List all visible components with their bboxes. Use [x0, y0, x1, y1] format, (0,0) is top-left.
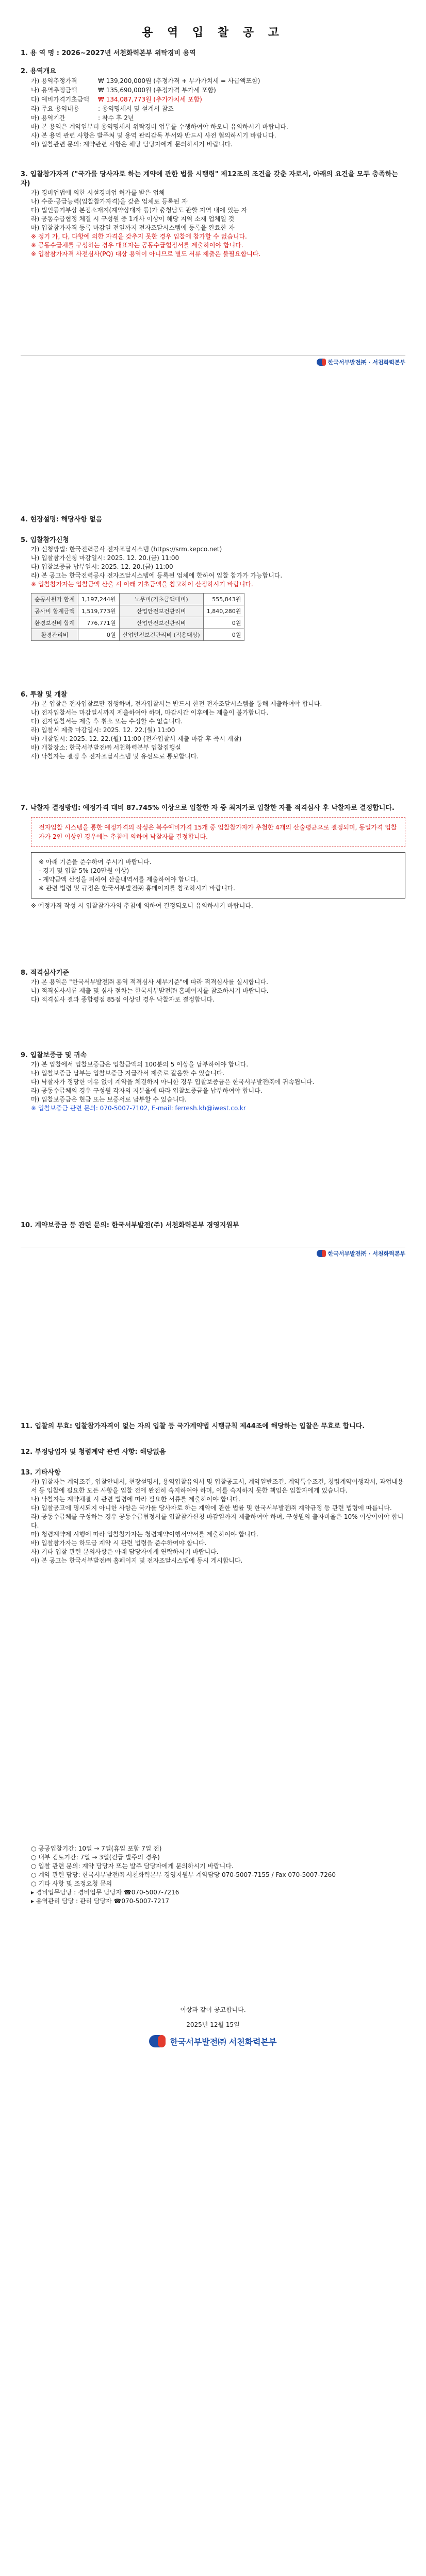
- table-cell: 환경관리비: [31, 629, 78, 641]
- section-5: [21, 536, 405, 641]
- s7-box-line: - 경기 및 입찰 5% (20만원 이상): [39, 867, 129, 874]
- footer-logo: [317, 358, 405, 366]
- s11-heading: 11. 입찰의 무효: 입찰참가자격이 없는 자의 입찰 등 국가계약법 시행규칙 제44조에 해당하는 입찰은 무효로 합니다.: [21, 1422, 365, 1430]
- cost-table: [31, 593, 244, 641]
- footer-logo-text: 한국서부발전㈜ · 서천화력본부: [327, 1250, 405, 1257]
- s8-items: [21, 978, 405, 1004]
- closing-line: ○ 계약 관련 담당: 한국서부발전㈜ 서천화력본부 경영지원부 계약담당 070-5007-7155 / Fax 070-5007-7260: [31, 1871, 336, 1878]
- table-cell: 공사비 합계금액: [31, 605, 78, 617]
- s3-red-note: ※ 입찰참가자격 사전심사(PQ) 대상 용역이 아니므로 별도 서류 제출은 불필요합니다.: [31, 250, 261, 258]
- s13-heading: 13. 기타사항: [21, 1469, 61, 1477]
- s2-note: 바) 본 용역은 계약일부터 용역명세서 위탁경비 업무를 수행하여야 하오니 유의하시기 바랍니다.: [31, 123, 288, 130]
- s6-heading: 6. 투찰 및 개찰: [21, 691, 68, 699]
- signature-date: 2025년 12월 15일: [186, 2021, 240, 2028]
- s3-red-notes: [21, 232, 405, 259]
- s9-item: 가) 본 입찰에서 입찰보증금은 입찰금액의 100분의 5 이상을 납부하여야 합니다.: [31, 1061, 249, 1068]
- s2-row: [31, 95, 405, 104]
- s2-row-value: ₩ 139,200,000원 (추정가격 + 부가가치세 = 사급액포함): [98, 77, 260, 84]
- s3-items: [21, 189, 405, 232]
- section-9: [21, 1051, 405, 1113]
- page-footer: [21, 355, 405, 368]
- s2-row-key: 나) 용역추정금액: [31, 87, 77, 94]
- s2-row-key: 가) 용역추정가격: [31, 77, 77, 84]
- closing-line: ○ 공공입찰기간: 10일 → 7일(휴일 포함 7일 전): [31, 1845, 162, 1852]
- s7-box-line: ※ 관련 법령 및 규정은 한국서부발전㈜ 홈페이지를 참조하시기 바랍니다.: [39, 885, 235, 892]
- table-cell: 776,771원: [78, 617, 119, 629]
- section-3: [21, 170, 405, 259]
- s2-row-value: ₩ 134,087,773원 (추가가치세 포함): [98, 96, 202, 103]
- s3-item: 라) 공동수급협정 체결 시 구성원 중 1개사 이상이 해당 지역 소재 업체일 것: [31, 215, 235, 223]
- s2-notes: [21, 123, 405, 149]
- table-cell: 환경보전비 합계: [31, 617, 78, 629]
- kwp-logo-icon: [149, 2035, 166, 2047]
- s8-item: 나) 적격심사서류 제출 및 심사 절차는 한국서부발전㈜ 홈페이지를 참조하시기 바랍니다.: [31, 987, 269, 994]
- s1-heading: 1. 용 역 명 : 2026~2027년 서천화력본부 위탁경비 용역: [21, 49, 196, 57]
- signature-line: 이상과 같이 공고합니다.: [180, 2006, 246, 2013]
- s6-item: 나) 전자입찰서는 마감일시까지 제출하여야 하며, 마감시간 이후에는 제출이 불가합니다.: [31, 709, 269, 716]
- s9-note: ※ 입찰보증금 관련 문의: 070-5007-7102, E-mail: ferresh.kh@iwest.co.kr: [31, 1105, 246, 1112]
- s2-row-value: : 착수 후 2년: [98, 114, 134, 122]
- s13-item: 마) 청렴계약제 시행에 따라 입찰참가자는 청렴계약이행서약서를 제출하여야 합니다.: [31, 1531, 258, 1538]
- s6-item: 사) 낙찰자는 결정 후 전자조달시스템 및 유선으로 통보합니다.: [31, 753, 199, 760]
- s2-row-key: 마) 용역기간: [31, 114, 65, 122]
- s3-item: 마) 입찰참가자격 등록 마감일 전일까지 전자조달시스템에 등록을 완료한 자: [31, 224, 235, 231]
- table-cell: 555,843원: [203, 594, 244, 605]
- s4-heading: 4. 현장설명: 해당사항 없음: [21, 516, 103, 523]
- table-row: [31, 594, 244, 605]
- s2-row: [31, 86, 405, 95]
- s6-item: 바) 개찰장소: 한국서부발전㈜ 서천화력본부 입찰집행실: [31, 744, 182, 751]
- s2-note: 사) 본 용역 관련 사항은 발주처 및 용역 관리감독 부서와 반드시 사전 협의하시기 바랍니다.: [31, 132, 276, 139]
- s3-item: 다) 법인등기부상 본점소재지(계약상대자 등)가 충청남도 관할 지역 내에 있는 자: [31, 207, 248, 214]
- footer-logo-2: [317, 1249, 405, 1258]
- s9-item: 마) 입찰보증금은 현금 또는 보증서로 납부할 수 있습니다.: [31, 1096, 187, 1103]
- closing-list: [21, 1844, 405, 1906]
- s13-item: 라) 공동수급체를 구성하는 경우 공동수급협정서를 입찰참가신청 마감일까지 제출하여야 하며, 구성원의 출자비율은 10% 이상이어야 합니다.: [31, 1513, 404, 1529]
- table-cell: 산업안전보건관리비 (적용대상): [119, 629, 203, 641]
- s13-item: 나) 낙찰자는 계약체결 시 관련 법령에 따라 필요한 서류를 제출하여야 합니다.: [31, 1496, 240, 1503]
- closing-line: ▸ 경비업무담당 : 경비업무 담당자 ☎070-5007-7216: [31, 1889, 179, 1896]
- closing-line: ▸ 용역관리 담당 : 관리 담당자 ☎070-5007-7217: [31, 1897, 170, 1905]
- page-title: 용 역 입 찰 공 고: [142, 26, 284, 39]
- signature-block: [21, 1999, 405, 2047]
- s9-heading: 9. 입찰보증금 및 귀속: [21, 1052, 87, 1059]
- s5-items: [21, 545, 405, 580]
- s9-item: 다) 낙찰자가 정당한 이유 없이 계약을 체결하지 아니한 경우 입찰보증금은 한국서부발전㈜에 귀속됩니다.: [31, 1078, 315, 1086]
- s13-item: 아) 본 공고는 한국서부발전㈜ 홈페이지 및 전자조달시스템에 동시 게시합니다.: [31, 1557, 243, 1564]
- closing-line: ○ 입찰 관련 문의: 계약 담당자 또는 발주 담당자에게 문의하시기 바랍니다.: [31, 1862, 234, 1870]
- section-12: [21, 1448, 405, 1457]
- s2-row-value: ₩ 135,690,000원 (추정가격 부가세 포함): [98, 87, 216, 94]
- section-6: [21, 690, 405, 761]
- s3-heading: 3. 입찰참가자격 ("국가를 당사자로 하는 계약에 관한 법률 시행령" 제12조의 조건을 갖춘 자로서, 아래의 요건을 모두 충족하는 자): [21, 171, 398, 188]
- table-cell: 0원: [203, 629, 244, 641]
- s13-item: 사) 기타 입찰 관련 문의사항은 아래 담당자에게 연락하시기 바랍니다.: [31, 1548, 219, 1555]
- s7-box-line: ※ 아래 기준을 준수하여 주시기 바랍니다.: [39, 858, 152, 866]
- section-4: [21, 515, 405, 524]
- kwp-logo-icon: [317, 359, 326, 366]
- s6-item: 마) 개찰일시: 2025. 12. 22.(월) 11:00 (전자입찰서 제출 마감 후 즉시 개찰): [31, 735, 242, 742]
- s3-item: 가) 경비업법에 의한 시설경비업 허가를 받은 업체: [31, 189, 165, 196]
- s5-heading: 5. 입찰참가신청: [21, 536, 69, 544]
- s13-item: 다) 입찰공고에 명시되지 아니한 사항은 국가를 당사자로 하는 계약에 관한 법률 및 한국서부발전㈜ 계약규정 등 관련 법령에 따릅니다.: [31, 1504, 392, 1512]
- s6-item: 가) 본 입찰은 전자입찰로만 집행하며, 전자입찰서는 반드시 한전 전자조달시스템을 통해 제출하여야 합니다.: [31, 700, 322, 707]
- closing-line: ○ 기타 사항 및 조정요청 문의: [31, 1880, 112, 1887]
- s7-red-box: 전자입찰 시스템을 통한 예정가격의 작성은 복수예비가격 15개 중 입찰참가자가 추첨한 4개의 산술평균으로 결정되며, 동일가격 입찰자가 2인 이상인 경우에는 추첨에 의하여 낙찰자를 결정합니다.: [31, 817, 405, 847]
- s9-item: 나) 입찰보증금 납부는 입찰보증금 지급각서 제출로 갈음할 수 있습니다.: [31, 1070, 225, 1077]
- s10-heading: 10. 계약보증금 등 관련 문의: 한국서부발전(주) 서천화력본부 경영지원부: [21, 1222, 239, 1229]
- s6-item: 라) 입찰서 제출 마감일시: 2025. 12. 22.(월) 11:00: [31, 726, 175, 734]
- table-cell: 산업안전보건관리비: [119, 605, 203, 617]
- s7-note-box: [31, 852, 405, 899]
- s9-items: [21, 1060, 405, 1104]
- table-cell: 순공사원가 합계: [31, 594, 78, 605]
- s5-item: 다) 입찰보증금 납부일시: 2025. 12. 20.(금) 11:00: [31, 563, 173, 570]
- s2-row: [31, 104, 405, 113]
- s6-item: 다) 전자입찰서는 제출 후 취소 또는 수정할 수 없습니다.: [31, 718, 183, 725]
- s2-row: [31, 113, 405, 123]
- table-row: [31, 605, 244, 617]
- s9-item: 라) 공동수급체의 경우 구성원 각자의 지분율에 따라 입찰보증금을 납부하여야 합니다.: [31, 1087, 263, 1094]
- s2-rows: [21, 76, 405, 123]
- s5-item: 라) 본 공고는 한국전력공사 전자조달시스템에 등록된 업체에 한하여 입찰 참가가 가능합니다.: [31, 572, 283, 579]
- section-13: [21, 1468, 405, 1565]
- s7-heading: 7. 낙찰자 결정방법: 예정가격 대비 87.745% 이상으로 입찰한 자 중 최저가로 입찰한 자를 적격심사 후 낙찰자로 결정합니다.: [21, 804, 395, 812]
- section-1: [21, 49, 405, 58]
- bottom-logo-text: 한국서부발전㈜ 서천화력본부: [170, 2037, 277, 2047]
- s3-red-note: ※ 공동수급체를 구성하는 경우 대표자는 공동수급협정서를 제출하여야 합니다.: [31, 242, 243, 249]
- s13-item: 가) 입찰자는 계약조건, 입찰안내서, 현장설명서, 용역입찰유의서 및 입찰공고서, 계약일반조건, 계약특수조건, 청렴계약이행각서, 과업내용서 등 입찰에 필요한 모든 사항을 입찰 전에 완전히 숙지하여야 하며, 이를 숙지하지 못한 책임은 입찰자에게 있습니다.: [31, 1478, 404, 1494]
- table-cell: 산업안전보건관리비: [119, 617, 203, 629]
- s5-item: 가) 신청방법: 한국전력공사 전자조달시스템 (https://srm.kepco.net): [31, 546, 222, 553]
- table-cell: 1,840,280원: [203, 605, 244, 617]
- section-8: [21, 969, 405, 1004]
- s7-box-line: - 계약금액 산정을 위하여 산출내역서를 제출하여야 합니다.: [39, 876, 199, 883]
- kwp-logo-icon: [317, 1250, 326, 1257]
- s2-row: [31, 76, 405, 86]
- s8-item: 다) 적격심사 결과 종합평점 85점 이상인 경우 낙찰자로 결정합니다.: [31, 996, 215, 1003]
- s6-items: [21, 700, 405, 761]
- s3-item: 나) 수준·공급능력(입찰참가자격)을 갖춘 업체로 등록된 자: [31, 198, 188, 205]
- table-cell: 1,197,244원: [78, 594, 119, 605]
- table-cell: 1,519,773원: [78, 605, 119, 617]
- table-cell: 0원: [203, 617, 244, 629]
- bottom-logo: [21, 2035, 405, 2047]
- s2-note: 아) 입찰관련 문의: 계약관련 사항은 해당 담당자에게 문의하시기 바랍니다.: [31, 141, 233, 148]
- section-11: [21, 1422, 405, 1431]
- s8-heading: 8. 적격심사기준: [21, 969, 69, 977]
- page-footer-2: [21, 1247, 405, 1260]
- s8-item: 가) 본 용역은 "한국서부발전㈜ 용역 적격심사 세부기준"에 따라 적격심사를 실시합니다.: [31, 978, 268, 986]
- s2-row-value: : 용역명세서 및 설계서 참조: [98, 105, 174, 112]
- s5-note: ※ 입찰참가자는 입찰금액 산출 시 아래 기초금액을 참고하여 산정하시기 바랍니다.: [31, 581, 253, 588]
- s12-heading: 12. 부정당업자 및 청렴계약 관련 사항: 해당없음: [21, 1448, 166, 1456]
- s5-item: 나) 입찰참가신청 마감일시: 2025. 12. 20.(금) 11:00: [31, 554, 179, 562]
- section-7: [21, 804, 405, 910]
- section-10: [21, 1221, 405, 1230]
- table-row: [31, 617, 244, 629]
- s3-red-note: ※ 정기 가, 다, 다항에 의한 자격을 갖추지 못한 경우 입찰에 참가할 수 없습니다.: [31, 233, 247, 240]
- s13-items: [21, 1478, 405, 1565]
- s13-item: 바) 입찰참가자는 하도급 계약 시 관련 법령을 준수하여야 합니다.: [31, 1539, 207, 1547]
- closing-lines: [21, 1844, 405, 1906]
- s2-heading: 2. 용역개요: [21, 67, 56, 75]
- table-cell: 노무비(기초금액대비): [119, 594, 203, 605]
- table-cell: 0원: [78, 629, 119, 641]
- table-row: [31, 629, 244, 641]
- footer-logo-text: 한국서부발전㈜ · 서천화력본부: [327, 359, 405, 366]
- closing-line: ○ 내부 검토기간: 7일 → 3일(긴급 발주의 경우): [31, 1854, 160, 1861]
- s2-row-key: 라) 주요 용역내용: [31, 105, 79, 112]
- s2-row-key: 다) 예비가격기초금액: [31, 96, 89, 103]
- section-2: [21, 67, 405, 149]
- s7-note: ※ 예정가격 작성 시 입찰참가자의 추첨에 의하여 결정되오니 유의하시기 바랍니다.: [31, 902, 253, 909]
